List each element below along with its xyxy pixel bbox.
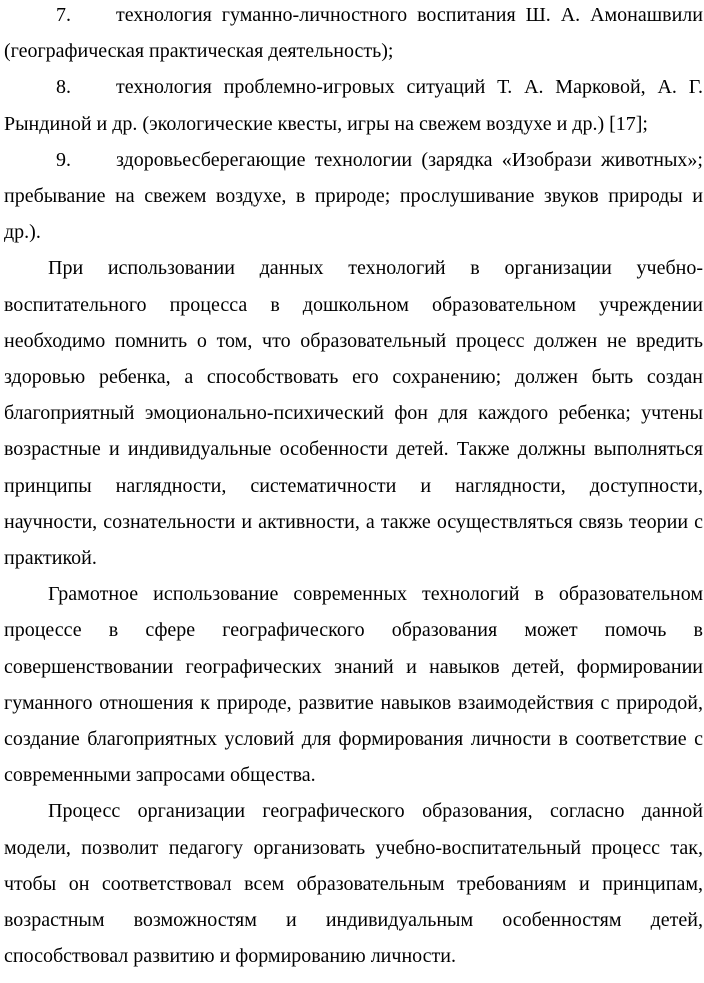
list-number: 8.: [56, 76, 71, 99]
list-text: технология гуманно-личностного воспитания Ш. А. Амонашвили (географическая практическая деятельность);: [4, 4, 703, 63]
list-item-8: [4, 69, 703, 141]
list-number: 7.: [56, 4, 71, 26]
list-item-7: [4, 0, 703, 69]
paragraph-technologies-usage: При использовании данных технологий в организации учебно-воспитательного процесса в дошкольном образовательном учреждении необходимо помнить о том, что образовательный процесс должен не вредить здоровью ребенка, а способствовать его сохранению; должен быть создан благоприятный эмоционально-психический фон для каждого ребенка; учтены возрастные и индивидуальные особенности детей. Также должны выполняться принципы наглядности, систематичности и наглядности, доступности, научности, сознательности и активности, а также осуществляться связь теории с практикой.: [4, 257, 703, 570]
list-text: технология проблемно-игровых ситуаций Т. А. Марковой, А. Г. Рындиной и др. (экологические квесты, игры на свежем воздухе и др.) [17];: [4, 76, 703, 135]
list-text: здоровьесберегающие технологии (зарядка «Изобрази животных»; пребывание на свежем воздухе, в природе; прослушивание звуков природы и др.).: [4, 148, 703, 244]
document-page: [4, 0, 703, 974]
paragraph-education-process: Процесс организации географического образования, согласно данной модели, позволит педагогу организовать учебно-воспитательный процесс так, чтобы он соответствовал всем образовательным требованиям и принципам, возрастным возможностям и индивидуальным особенностям детей, способствовал развитию и формированию личности.: [4, 800, 703, 968]
list-number: 9.: [56, 148, 71, 171]
paragraph-modern-technologies: Грамотное использование современных технологий в образовательном процессе в сфере географического образования может помочь в совершенствовании географических знаний и навыков детей, формировании гуманного отношения к природе, развитие навыков взаимодействия с природой, создание благоприятных условий для формирования личности в соответствие с современными запросами общества.: [4, 583, 703, 787]
list-item-9: [4, 142, 703, 251]
